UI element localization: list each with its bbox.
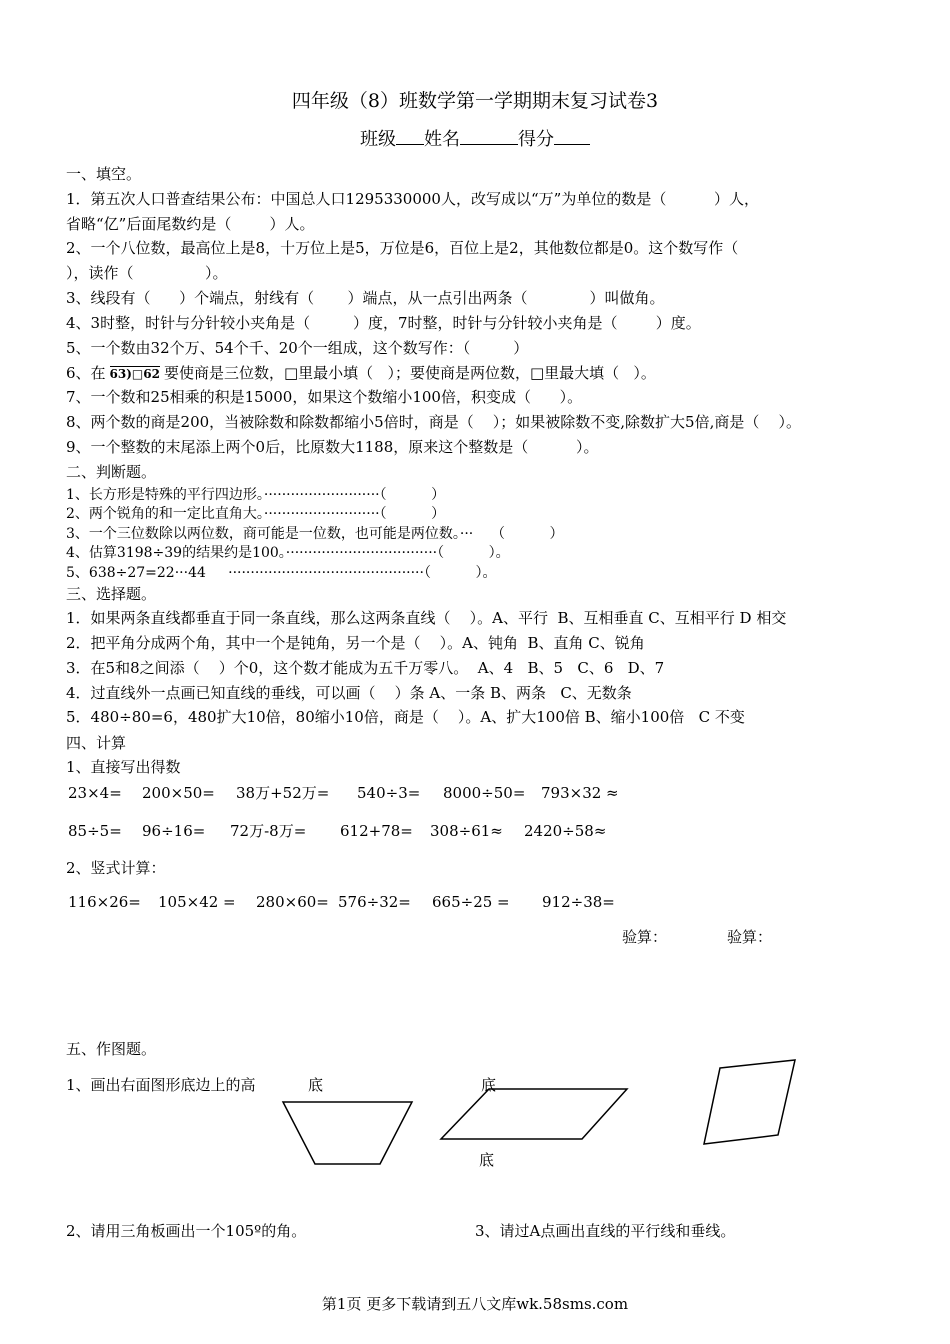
- fill-q4: 4、3时整，时针与分针较小夹角是（ ）度，7时整，时针与分针较小夹角是（ ）度。: [66, 314, 701, 332]
- base-label: 底: [481, 1076, 497, 1094]
- base-label: 底: [479, 1151, 495, 1169]
- fill-q3: 3、线段有（ ）个端点，射线有（ ）端点，从一点引出两条（ ）叫做角。: [66, 289, 665, 307]
- section-2-heading: 二、判断题。: [66, 463, 157, 481]
- section-1-heading: 一、填空。: [66, 165, 142, 183]
- calc-item: 540÷3=: [357, 784, 421, 802]
- choice-q4: 4．过直线外一点画已知直线的垂线，可以画（ ）条 A、一条 B、两条 C、无数条: [66, 684, 632, 702]
- calc-item: 116×26=: [68, 893, 141, 911]
- judge-q1: 1、长方形是特殊的平行四边形。··························（ ）: [66, 487, 446, 503]
- calc-item: 280×60=: [256, 893, 329, 911]
- mental-calc-heading: 1、直接写出得数: [66, 758, 181, 776]
- fill-q2-line1: 2、一个八位数，最高位上是8，十万位上是5，万位是6，百位上是2，其他数位都是0。这个数写作（: [66, 239, 739, 257]
- base-label: 底: [308, 1076, 324, 1094]
- fill-q8: 8、两个数的商是200，当被除数和除数都缩小5倍时，商是（ ）；如果被除数不变,除数扩大5倍,商是（ ）。: [66, 413, 801, 431]
- calc-item: 38万+52万=: [236, 784, 330, 802]
- calc-item: 576÷32=: [338, 893, 411, 911]
- drawing-q3: 3、请过A点画出直线的平行线和垂线。: [475, 1222, 736, 1240]
- choice-q5: 5．480÷80=6，480扩大10倍，80缩小10倍，商是（ ）。A、扩大100倍 B、缩小100倍 C 不变: [66, 708, 745, 726]
- calc-item: 85÷5=: [68, 822, 122, 840]
- fill-q5: 5、一个数由32个万、54个千、20个一组成，这个数写作：（ ）: [66, 339, 529, 357]
- judge-q4: 4、估算3198÷39的结果约是100。··································（ ）。: [66, 545, 510, 561]
- section-4-heading: 四、计算: [66, 734, 127, 752]
- page-title: 四年级（8）班数学第一学期期末复习试卷3: [291, 90, 659, 112]
- calc-item: 793×32 ≈: [541, 784, 619, 802]
- choice-q1: 1．如果两条直线都垂直于同一条直线，那么这两条直线（ ）。A、平行 B、互相垂直 C、互相平行 D 相交: [66, 609, 787, 627]
- calc-item: 912÷38=: [542, 893, 615, 911]
- calc-item: 665÷25 =: [432, 893, 510, 911]
- calc-item: 200×50=: [142, 784, 215, 802]
- section-5-heading: 五、作图题。: [66, 1040, 157, 1058]
- parallelogram-figure: [441, 1089, 627, 1139]
- class-label: 班级: [360, 129, 396, 150]
- check-label: 验算：: [727, 928, 773, 946]
- calc-item: 612+78=: [340, 822, 413, 840]
- choice-q2: 2．把平角分成两个角，其中一个是钝角，另一个是（ ）。A、钝角 B、直角 C、锐角: [66, 634, 645, 652]
- calc-item: 8000÷50=: [443, 784, 526, 802]
- fill-q6-prefix: 6、在: [66, 364, 106, 382]
- judge-q2: 2、两个锐角的和一定比直角大。··························（ ）: [66, 506, 446, 522]
- vertical-calc-heading: 2、竖式计算：: [66, 859, 166, 877]
- drawing-q2: 2、请用三角板画出一个105º的角。: [66, 1222, 307, 1240]
- fill-q6-suffix: 要使商是三位数，□里最小填（ ）；要使商是两位数，□里最大填（ ）。: [163, 364, 656, 382]
- judge-q5: 5、638÷27=22···44 ············································（ ）。: [66, 565, 497, 581]
- section-3-heading: 三、选择题。: [66, 585, 157, 603]
- fill-q2-line2: ），读作（ ）。: [66, 264, 228, 282]
- judge-q3: 3、一个三位数除以两位数，商可能是一位数，也可能是两位数。··· （ ）: [66, 526, 564, 542]
- calc-item: 96÷16=: [142, 822, 206, 840]
- calc-item: 105×42 =: [158, 893, 236, 911]
- fill-q1-line1: 1．第五次人口普查结果公布：中国总人口1295330000人，改写成以“万”为单位的数是（ ）人，: [66, 190, 759, 208]
- calc-item: 72万-8万=: [230, 822, 307, 840]
- rhombus-figure: [704, 1060, 795, 1144]
- long-division-sign: 63)□62: [109, 367, 160, 381]
- fill-q7: 7、一个数和25相乘的积是15000，如果这个数缩小100倍，积变成（ ）。: [66, 388, 583, 406]
- calc-item: 23×4=: [68, 784, 122, 802]
- check-label: 验算：: [622, 928, 668, 946]
- drawing-q1: 1、画出右面图形底边上的高: [66, 1076, 256, 1094]
- calc-item: 308÷61≈: [430, 822, 503, 840]
- trapezoid-figure: [283, 1102, 412, 1164]
- calc-item: 2420÷58≈: [524, 822, 607, 840]
- fill-q1-line2: 省略“亿”后面尾数约是（ ）人。: [66, 215, 315, 233]
- name-label: 姓名: [424, 129, 460, 150]
- page-footer: 第1页 更多下载请到五八文库wk.58sms.com: [321, 1295, 629, 1313]
- score-label: 得分: [518, 129, 554, 150]
- fill-q9: 9、一个整数的末尾添上两个0后，比原数大1188，原来这个整数是（ ）。: [66, 438, 599, 456]
- choice-q3: 3．在5和8之间添（ ）个0，这个数才能成为五千万零八。 A、4 B、5 C、6 D、7: [66, 659, 665, 677]
